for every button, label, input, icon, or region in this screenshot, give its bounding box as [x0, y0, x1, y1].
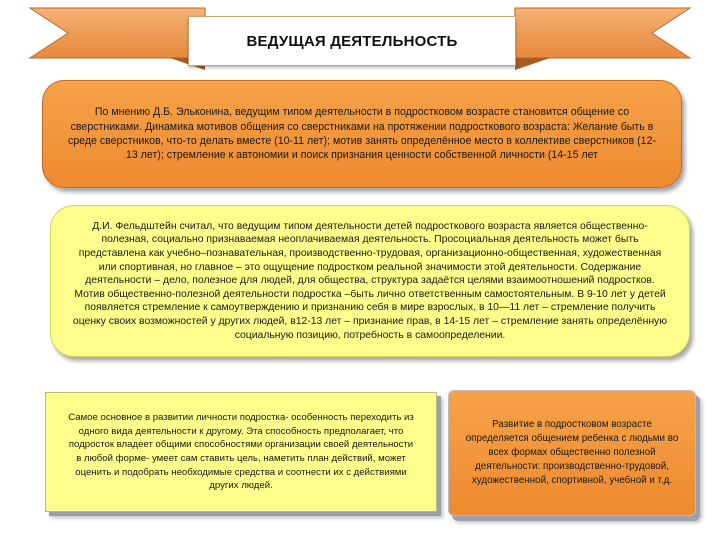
- communication-text: Развитие в подростковом возрасте определяется общением ребенка с людьми во всех формах общественно полезной деятельности: производственно-трудовой, художественной, спортивной, учебной и т.д.: [465, 419, 679, 486]
- elkonin-block: [42, 80, 682, 188]
- page-title: ВЕДУЩАЯ ДЕЯТЕЛЬНОСТЬ: [246, 32, 458, 50]
- title-box: [188, 16, 516, 66]
- elkonin-text: По мнению Д.Б. Эльконина, ведущим типом деятельности в подростковом возрасте становится общение со сверстниками. Динамика мотивов общения со сверстниками на протяжении подросткового возраста: Желание быть в среде сверстников, что-то делать вместе (10-11 лет); мотив занять определённое место в коллективе сверстников (12-13 лет); стремление к автономии и поиск признания ценности собственной личности (14-15 лет: [67, 106, 656, 162]
- feldshtein-text: Д.И. Фельдштейн считал, что ведущим типом деятельности детей подросткового возраста является общественно-полезная, социально признаваемая неоплачиваемая деятельность. Просоциальная деятельность может быть представлена как учебно–познавательная, производственно-трудовая, организационно-общественная, художественная или спортивная, но главное – это ощущение подростком реальной значимости этой деятельности. Содержание деятельности – дело, полезное для людей, для общества, структура задаётся целями взаимоотношений подростков. Мотив общественно-полезной деятельности подростка –быть лично ответственным самостоятельным. В 9-10 лет у детей появляется стремление к самоутверждению и признанию себя в мире взрослых, в 10—11 лет – стремление получить оценку своих возможностей у других людей, в12-13 лет – признание прав, в 14-15 лет – стремление занять определённую социальную позицию, потребность в самоопределении.: [72, 220, 668, 341]
- communication-block: [448, 390, 696, 516]
- development-text: Самое основное в развитии личности подростка- особенность переходить из одного вида деятельности к другому. Эта способность предполагает, что подросток владеет общими способностями организации своей деятельности в любой форме- умеет сам ставить цель, наметить план действий, может оценить и подобрать необходимые средства и соотнести их с действиями других людей.: [68, 412, 414, 492]
- feldshtein-block: [50, 205, 690, 357]
- development-block: [45, 392, 437, 512]
